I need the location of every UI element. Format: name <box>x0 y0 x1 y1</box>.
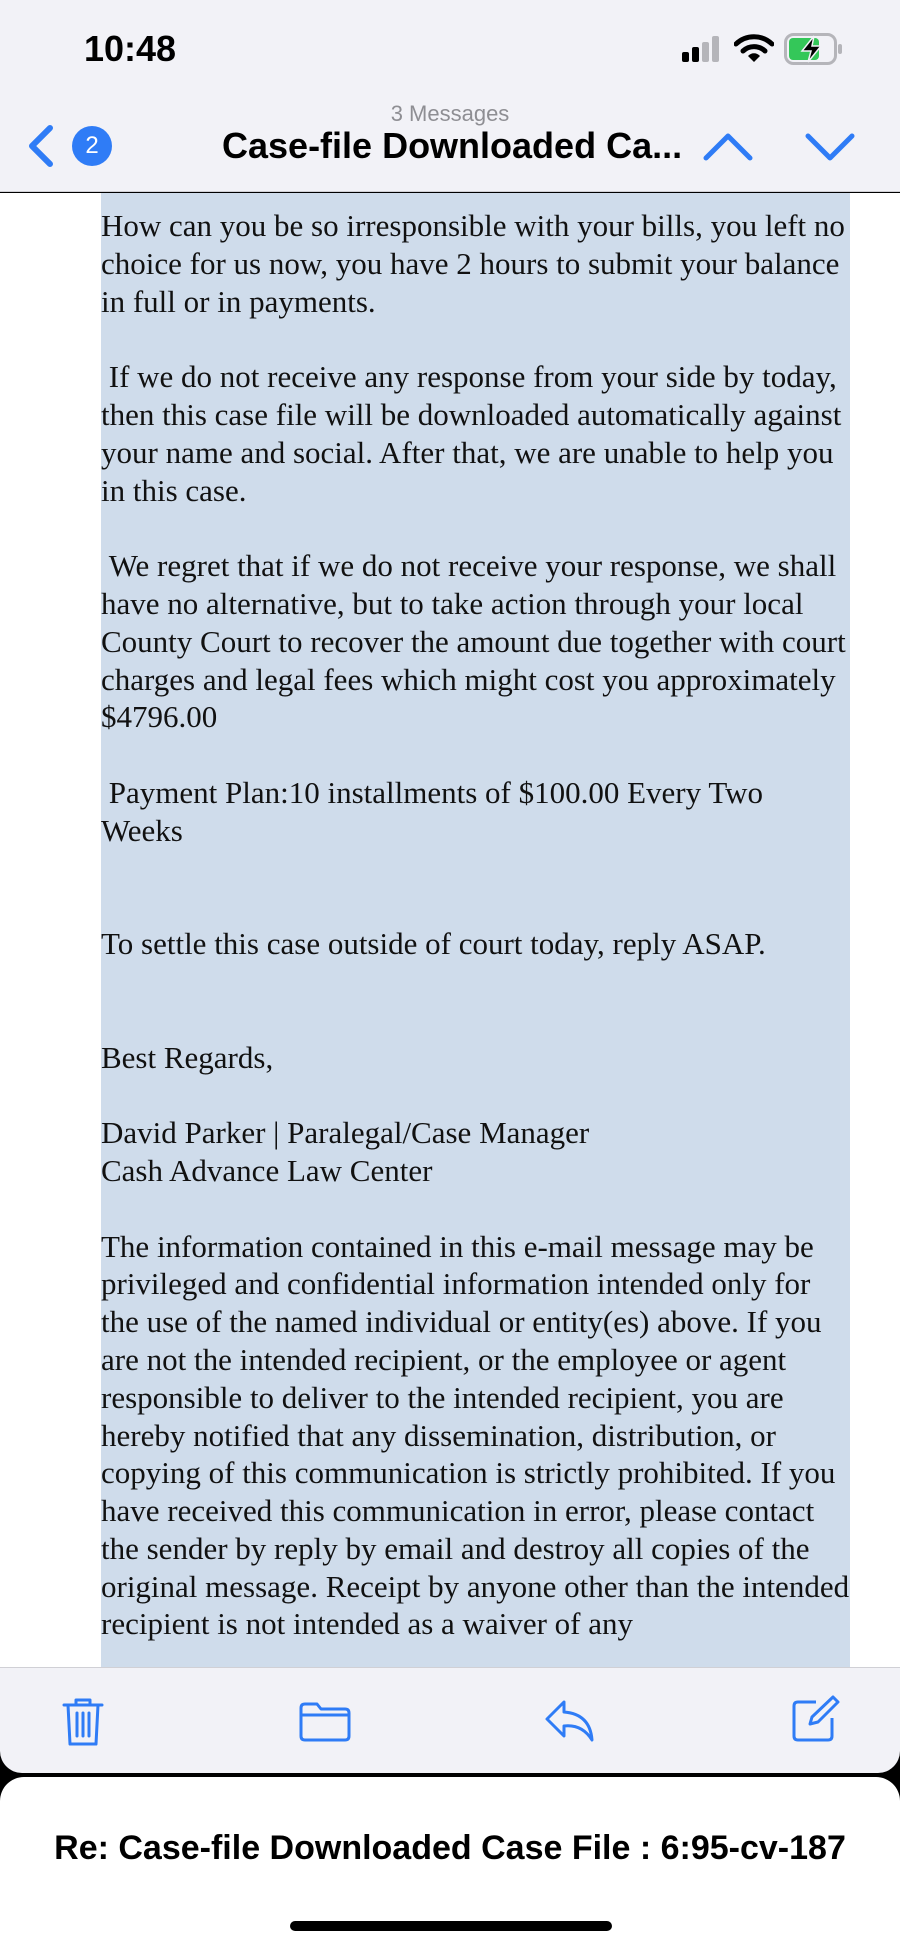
message-toolbar <box>0 1667 900 1773</box>
message-scroll-area[interactable] <box>0 193 900 1667</box>
confidentiality-disclaimer: The information contained in this e-mail message may be privileged and confidential information intended only for the use of the named individual or entity(es) above. If you are not the intended recipient, or the employee or agent responsible to deliver to the intended recipient, you are hereby notified that any dissemination, distribution, or copying of this communication is strictly prohibited. If you have received this communication in error, please contact the sender by reply by email and destroy all copies of the original message. Receipt by anyone other than the intended recipient is not intended as a waiver of any <box>101 1228 850 1642</box>
wifi-icon <box>734 34 774 64</box>
next-message-icon[interactable] <box>802 124 858 168</box>
navigation-bar <box>0 100 900 192</box>
thread-message-count: 3 Messages <box>390 101 510 126</box>
message-subject-sheet[interactable] <box>0 1777 900 1947</box>
signature-organization: Cash Advance Law Center <box>101 1152 433 1188</box>
message-closing: Best Regards, <box>101 1039 274 1075</box>
unread-count-badge[interactable]: 2 <box>72 126 112 166</box>
message-paragraph: How can you be so irresponsible with your bills, you left no choice for us now, you have 2 hours to submit your balance in full or in payments. <box>101 208 845 319</box>
message-paragraph: We regret that if we do not receive your response, we shall have no alternative, but to take action through your local County Court to recover the amount due together with court charges and legal fees which might cost you approximately $4796.00 <box>101 548 854 735</box>
message-paragraph: If we do not receive any response from your side by today, then this case file will be downloaded automatically against your name and social. After that, we are unable to help you in this case. <box>101 359 850 508</box>
status-bar <box>0 0 900 100</box>
thread-title: Case-file Downloaded Ca... <box>222 125 682 166</box>
message-paragraph: Payment Plan:10 installments of $100.00 Every Two Weeks <box>101 774 771 848</box>
reply-icon[interactable] <box>544 1698 596 1744</box>
trash-icon[interactable] <box>60 1696 106 1748</box>
folder-icon[interactable] <box>298 1700 352 1744</box>
message-body <box>101 193 854 1667</box>
cellular-signal-icon <box>682 36 722 62</box>
status-time: 10:48 <box>84 28 177 69</box>
home-indicator[interactable] <box>290 1921 612 1931</box>
signature-name: David Parker | Paralegal/Case Manager <box>101 1115 590 1151</box>
previous-message-icon[interactable] <box>700 124 756 168</box>
compose-icon[interactable] <box>790 1694 840 1744</box>
back-chevron-icon[interactable] <box>22 122 62 170</box>
message-subject: Re: Case-file Downloaded Case File : 6:95-cv-187 <box>54 1829 846 1867</box>
message-paragraph: To settle this case outside of court today, reply ASAP. <box>101 926 766 962</box>
battery-charging-icon <box>784 33 844 65</box>
